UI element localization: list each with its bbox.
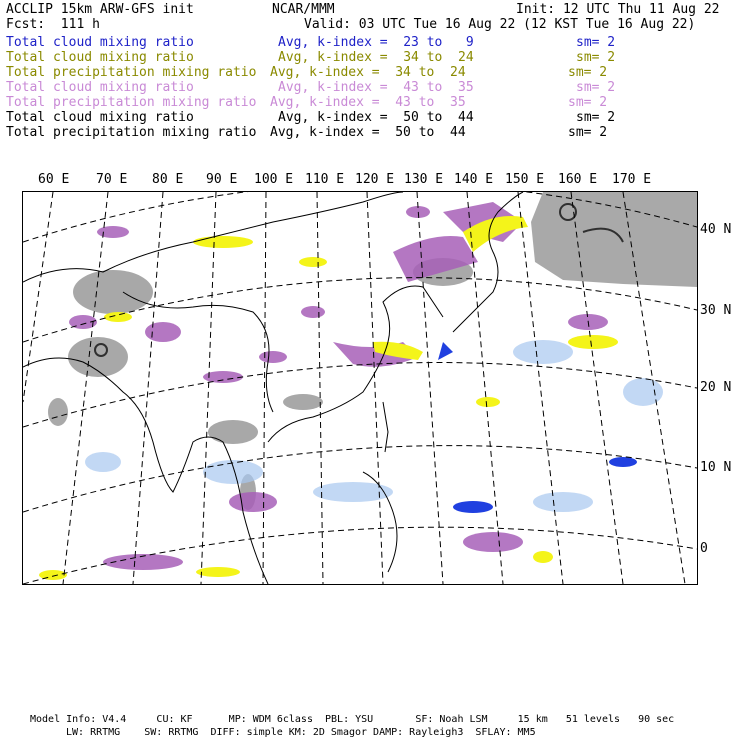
legend-sm-7: sm= 2: [568, 125, 608, 140]
legend-avg-2: Avg, k-index = 34 to 24: [278, 50, 474, 65]
legend-sm-6: sm= 2: [576, 110, 616, 125]
forecast-hour: Fcst: 111 h: [6, 17, 100, 32]
lat-label-0: 0: [700, 541, 708, 556]
lon-label-170e: 170 E: [612, 172, 652, 187]
lat-label-20n: 20 N: [700, 380, 732, 395]
cloud-purple-shading: [69, 202, 608, 570]
lon-label-160e: 160 E: [558, 172, 598, 187]
lon-label-100e: 100 E: [254, 172, 294, 187]
legend-avg-5: Avg, k-index = 43 to 35: [270, 95, 466, 110]
legend-avg-7: Avg, k-index = 50 to 44: [270, 125, 466, 140]
legend-avg-6: Avg, k-index = 50 to 44: [278, 110, 474, 125]
lon-label-110e: 110 E: [305, 172, 345, 187]
legend-sm-4: sm= 2: [576, 80, 616, 95]
legend-field-6: Total cloud mixing ratio: [6, 110, 194, 125]
model-title: ACCLIP 15km ARW-GFS init: [6, 2, 194, 17]
forecast-map: [22, 191, 698, 585]
legend-sm-1: sm= 2: [576, 35, 616, 50]
legend-field-3: Total precipitation mixing ratio: [6, 65, 257, 80]
legend-field-4: Total cloud mixing ratio: [6, 80, 194, 95]
legend-avg-4: Avg, k-index = 43 to 35: [278, 80, 474, 95]
lat-label-40n: 40 N: [700, 222, 732, 237]
lon-label-90e: 90 E: [206, 172, 238, 187]
legend-field-1: Total cloud mixing ratio: [6, 35, 194, 50]
valid-time: Valid: 03 UTC Tue 16 Aug 22 (12 KST Tue 16 Aug 22): [304, 17, 696, 32]
legend-field-7: Total precipitation mixing ratio: [6, 125, 257, 140]
lon-label-70e: 70 E: [96, 172, 128, 187]
legend-sm-5: sm= 2: [568, 95, 608, 110]
lat-label-10n: 10 N: [700, 460, 732, 475]
legend-sm-2: sm= 2: [576, 50, 616, 65]
lon-label-150e: 150 E: [505, 172, 545, 187]
legend-avg-3: Avg, k-index = 34 to 24: [270, 65, 466, 80]
lat-label-30n: 30 N: [700, 303, 732, 318]
cloud-yellow-shading: [39, 216, 618, 580]
model-info-line-1: Model Info: V4.4 CU: KF MP: WDM 6class PBL: YSU SF: Noah LSM 15 km 51 levels 90 sec: [30, 714, 675, 725]
legend-sm-3: sm= 2: [568, 65, 608, 80]
init-time: Init: 12 UTC Thu 11 Aug 22: [516, 2, 720, 17]
lon-label-140e: 140 E: [454, 172, 494, 187]
legend-field-2: Total cloud mixing ratio: [6, 50, 194, 65]
model-info-line-2: LW: RRTMG SW: RRTMG DIFF: simple KM: 2D Smagor DAMP: Rayleigh3 SFLAY: MM5: [66, 727, 536, 738]
org-label: NCAR/MMM: [272, 2, 335, 17]
lon-label-120e: 120 E: [355, 172, 395, 187]
lon-label-80e: 80 E: [152, 172, 184, 187]
lon-label-60e: 60 E: [38, 172, 70, 187]
lon-label-130e: 130 E: [404, 172, 444, 187]
legend-avg-1: Avg, k-index = 23 to 9: [278, 35, 474, 50]
map-canvas: [23, 192, 697, 584]
legend-field-5: Total precipitation mixing ratio: [6, 95, 257, 110]
